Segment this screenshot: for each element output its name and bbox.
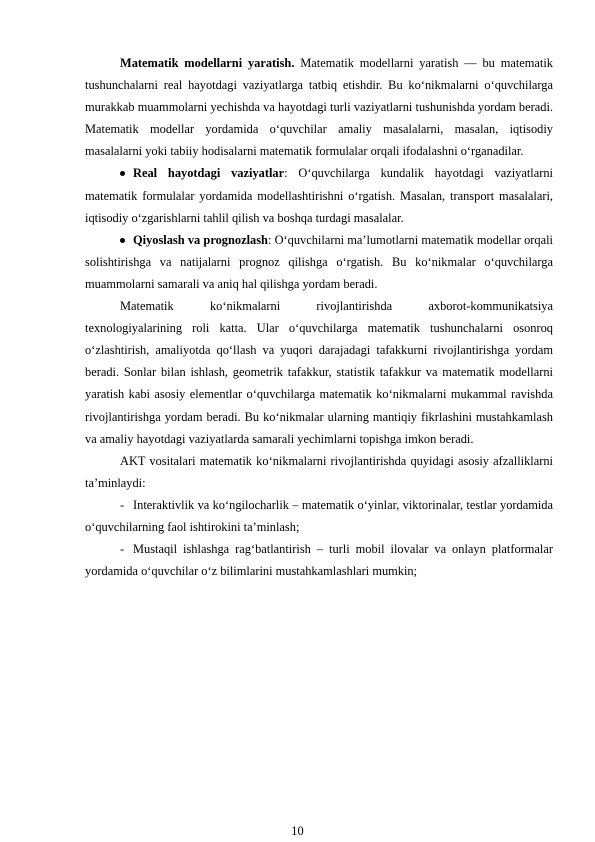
dash-text-interactivity: Interaktivlik va ko‘ngilocharlik – matematik o‘yinlar, viktorinalar, testlar yordamida o‘quvchilarning faol ishtirokini ta’minlash; [85, 497, 553, 534]
dash-item-interactivity [85, 494, 553, 538]
bullet-body-real-life: : O‘quvchilarga kundalik hayotdagi vaziyatlarni matematik formulalar yordamida modellashtirishni o‘rgatish. Masalan, transport masalalari, iqtisodiy o‘zgarishlarni tahlil qilish va boshqa turdagi masalalar. [85, 166, 553, 225]
paragraph-ict-advantages: AKT vositalari matematik ko‘nikmalarni rivojlantirishda quyidagi asosiy afzalliklarni ta’minlaydi: [85, 453, 553, 490]
dash-item-independent-work [85, 538, 553, 582]
paragraph-math-models-text: Matematik modellarni yaratish — bu matematik tushunchalarni real hayotdagi vaziyatlarga tatbiq etishdir. Bu ko‘nikmalarni o‘quvchilarga murakkab muammolarni yechishda va hayotdagi turli vaziyatlarni tushunishda yordam beradi. Matematik modellar yordamida o‘quvchilar amaliy masalalarni, masalan, iqtisodiy masalalarni yoki tabiiy hodisalarni matematik formulalar orqali ifodalashni o‘rganadilar. [85, 56, 553, 159]
page-number: 10 [291, 824, 304, 838]
dash-marker: - [120, 497, 125, 512]
dash-marker: - [120, 542, 125, 557]
bullet-text-comparison [85, 229, 553, 295]
paragraph-math-models [85, 52, 553, 162]
bullet-item-real-life [85, 162, 553, 228]
bullet-heading-comparison: Qiyoslash va prognozlash [133, 232, 268, 247]
bullet-heading-real-life: Real hayotdagi vaziyatlar [133, 166, 285, 181]
heading-math-models: Matematik modellarni yaratish. [120, 56, 295, 70]
page-body [85, 52, 553, 582]
bullet-item-comparison [85, 229, 553, 295]
bullet-marker [120, 238, 125, 243]
dash-text-independent-work: Mustaqil ishlashga rag‘batlantirish – turli mobil ilovalar va onlayn platformalar yordamida o‘quvchilar o‘z bilimlarini mustahkamlashlari mumkin; [85, 542, 553, 579]
paragraph-ict-role: Matematik ko‘nikmalarni rivojlantirishda axborot-kommunikatsiya texnologiyalarining roli katta. Ular o‘quvchilarga matematik tushunchalarni osonroq o‘zlashtirish, amaliyotda qo‘llash va yuqori darajadagi tafakkurni rivojlantirishga yordam beradi. Sonlar bilan ishlash, geometrik tafakkur, statistik tafakkur va matematik modellarni yaratish kabi asosiy elementlar o‘quvchilarga matematik ko‘nikmalarni mukammal ravishda rivojlantirishga yordam beradi. Bu ko‘nikmalar ularning mantiqiy fikrlashini mustahkamlash va amaliy hayotdagi vaziyatlarda samarali yechimlarni topishga imkon beradi. [85, 299, 553, 446]
bullet-body-comparison: : O‘quvchilarni ma’lumotlarni matematik modellar orqali solishtirishga va natijalarni prognoz qilishga o‘rgatish. Bu ko‘nikmalar o‘quvchilarga muammolarni samarali va aniq hal qilishga yordam beradi. [85, 232, 553, 291]
bullet-text-real-life [85, 162, 553, 228]
